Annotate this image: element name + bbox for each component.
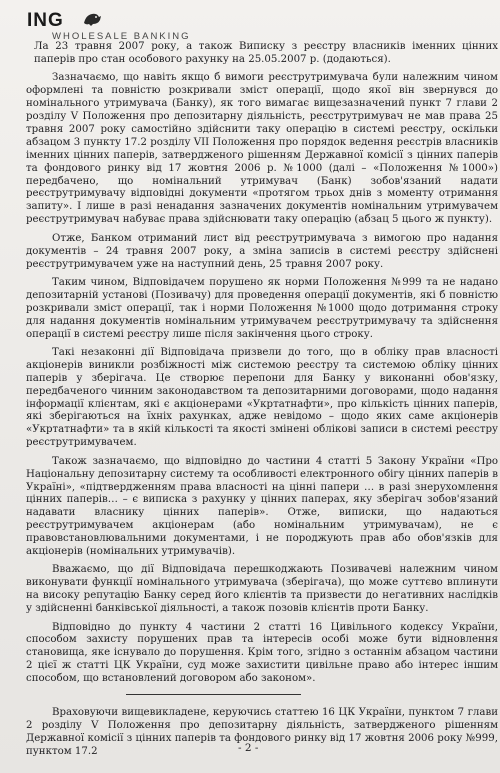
paragraph: Такі незаконні дії Відповідача призвели до того, що в обліку прав власності акціонерів виникли розбіжності між системою реєстру та системою обліку цінних паперів у зберігача. Це створює перепони для Банку у виконанні обов'язку, передбаченого чинним законодавством та депозитарними договорами, щодо надання інформації клієнтам, які є акціонерами «Укртатнафти», про кількість цінних паперів, які зберігаються на їхніх рахунках, адже невідомо – щодо яких саме акціонерів «Укртатнафти» та в якій кількості та якості змінені облікові записи в системі реєстру реєструтримувачем. (26, 346, 498, 449)
paragraph: Таким чином, Відповідачем порушено як норми Положення №999 та не надано депозитарній установі (Позивачу) для проведення операції документів, які б повністю розкривали зміст операції, так і норми Положення №1000 щодо дотримання строку для надання документів номінальним утримувачем реєструтримувачу та здійснення операції в системі реєстру лише після закінчення цього строку. (26, 276, 498, 340)
document-body (26, 41, 498, 764)
paragraph: Також зазначаємо, що відповідно до частини 4 статті 5 Закону України «Про Національну депозитарну систему та особливості електронного обігу цінних паперів в Україні», «підтвердженням права власності на цінні папери … в разі знерухомлення цінних паперів… – є виписка з рахунку у цінних паперах, яку зберігач зобов'язаний надавати власнику цінних паперів». Отже, виписки, що надаються реєструтримувачем акціонерам (або номінальним утримувачам), не є правовстановлювальними документами, і не породжують прав або обов'язків для акціонерів (номінальних утримувачів). (26, 455, 498, 558)
paragraph: Зазначаємо, що навіть якщо б вимоги реєструтримувача були належним чином оформлені та повністю розкривали зміст операції, щодо якої він звернувся до номінального утримувача (Банку), як того вимагає вищезазначений пункт 7 глави 2 розділу V Положення про депозитарну діяльність, реєструтримувач не мав права 25 травня 2007 року самостійно здійснити таку операцію в системі реєстру, оскільки абзацом 3 пункту 17.2 розділу VII Положення про порядок ведення реєстрів власників іменних цінних паперів, затвердженого рішенням Державної комісії з цінних паперів та фондового ринку від 17 жовтня 2006 р. №1000 (далі – «Положення №1000») передбачено, що номінальний утримувач (Банк) зобов'язаний надати реєструтримувачу відповідні документи «протягом трьох днів з моменту отримання запиту». І лише в разі ненадання зазначених документів номінальним утримувачем реєструтримувач набуває права здійснювати таку операцію (абзац 5 цього ж пункту). (26, 72, 498, 226)
lion-icon (82, 9, 102, 27)
paragraph: Відповідно до пункту 4 частини 2 статті 16 Цивільного кодексу України, способом захисту порушених прав та інтересів особі може бути відновлення становища, яке існувало до порушення. Крім того, згідно з останнім абзацом частини 2 цієї ж статті ЦК України, суд може захистити цивільне право або інтерес іншим способом, що встановлений договором або законом». (26, 621, 498, 685)
paragraph: Вважаємо, що дії Відповідача перешкоджають Позивачеві належним чином виконувати функції номінального утримувача (зберігача), що може суттєво вплинути на високу репутацію Банку серед його клієнтів та призвести до негативних наслідків у здійсненні банківської діяльності, а також позовів клієнтів проти Банку. (26, 564, 498, 615)
ing-logo: ING (27, 10, 64, 31)
paragraph: Ла 23 травня 2007 року, а також Виписку з реєстру власників іменних цінних паперів про стан особового рахунку на 25.05.2007 р. (додаються). (34, 41, 498, 65)
paragraph: Отже, Банком отриманий лист від реєструтримувача з вимогою про надання документів – 24 травня 2007 року, а зміна записів в системі реєстру здійснені реєструтримувачем уже на наступний день, 25 травня 2007 року. (26, 232, 498, 270)
logo-subtitle: WHOLESALE BANKING (52, 31, 191, 42)
page-number: - 2 - (238, 742, 259, 754)
separator-line (126, 694, 301, 695)
paragraph: Враховуючи вищевикладене, керуючись статтею 16 ЦК України, пунктом 7 глави 2 розділу V Положення про депозитарну діяльність, затвердженого рішенням Державної комісії з цінних паперів та фондового ринку від 17 жовтня 2006 року №999, пунктом 17.2 (26, 707, 498, 757)
